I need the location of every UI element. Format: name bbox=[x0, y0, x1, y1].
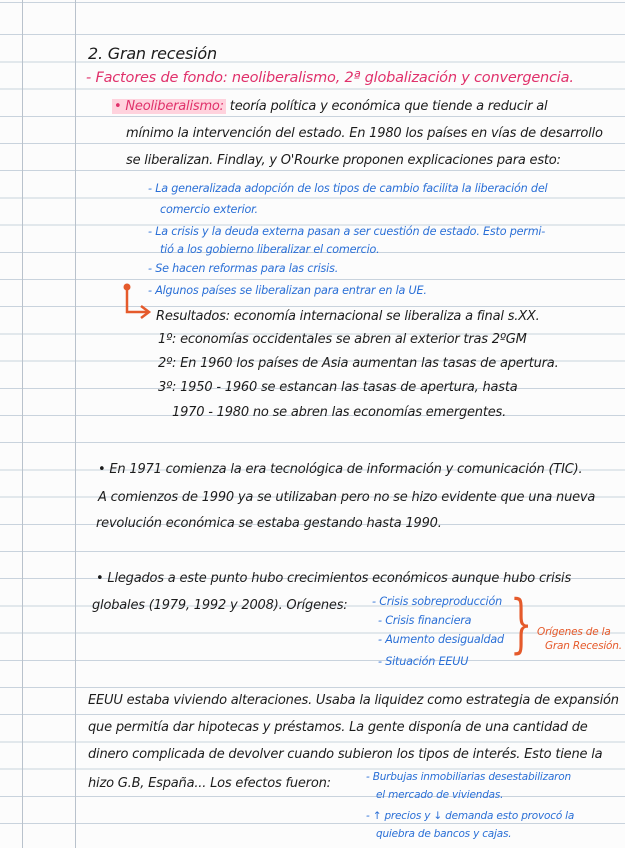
explanation-3: - Se hacen reformas para las crisis. bbox=[148, 262, 339, 275]
results-line-3: 2º: En 1960 los países de Asia aumentan las tasas de apertura. bbox=[158, 356, 559, 371]
crisis-line-1: • Llegados a este punto hubo crecimientos económicos aunque hubo crisis bbox=[96, 571, 572, 586]
factors-heading: - Factores de fondo: neoliberalismo, 2ª globalización y convergencia. bbox=[86, 70, 574, 86]
eeuu-line-3: dinero complicada de devolver cuando subieron los tipos de interés. Esto tiene la bbox=[88, 747, 603, 762]
results-line-1: Resultados: economía internacional se liberaliza a final s.XX. bbox=[156, 309, 540, 324]
neoliberalism-def-3: se liberalizan. Findlay, y O'Rourke proponen explicaciones para esto: bbox=[126, 153, 561, 168]
eeuu-line-4: hizo G.B, España... Los efectos fueron: bbox=[88, 776, 331, 791]
margin-line-right bbox=[75, 0, 76, 848]
results-line-5: 1970 - 1980 no se abren las economías emergentes. bbox=[172, 405, 507, 420]
section-heading: 2. Gran recesión bbox=[88, 44, 217, 63]
origin-item-3: - Aumento desigualdad bbox=[378, 633, 504, 646]
explanation-2b: tió a los gobierno liberalizar el comercio. bbox=[160, 243, 380, 256]
effect-2a: - ↑ precios y ↓ demanda esto provocó la bbox=[366, 810, 575, 822]
neoliberalism-term: • Neoliberalismo: bbox=[114, 99, 224, 114]
origins-brace: } bbox=[510, 587, 533, 661]
neoliberalism-line-1 bbox=[112, 99, 547, 114]
neoliberalism-def-2: mínimo la intervención del estado. En 1980 los países en vías de desarrollo bbox=[126, 126, 603, 141]
origins-label-1: Orígenes de la bbox=[537, 626, 611, 638]
explanation-1a: - La generalizada adopción de los tipos de cambio facilita la liberación del bbox=[148, 182, 548, 195]
origin-item-1: - Crisis sobreproducción bbox=[372, 595, 502, 608]
origins-label-2: Gran Recesión. bbox=[545, 640, 622, 652]
arrow-right-icon bbox=[118, 282, 154, 322]
origin-item-4: - Situación EEUU bbox=[378, 655, 469, 668]
tic-line-2: A comienzos de 1990 ya se utilizaban pero no se hizo evidente que una nueva bbox=[98, 490, 596, 505]
origin-item-2: - Crisis financiera bbox=[378, 614, 472, 627]
results-line-4: 3º: 1950 - 1960 se estancan las tasas de apertura, hasta bbox=[158, 380, 518, 395]
effect-1b: el mercado de viviendas. bbox=[376, 789, 504, 801]
explanation-1b: comercio exterior. bbox=[160, 203, 258, 216]
tic-line-3: revolución económica se estaba gestando hasta 1990. bbox=[96, 516, 442, 531]
eeuu-line-1: EEUU estaba viviendo alteraciones. Usaba la liquidez como estrategia de expansión bbox=[88, 693, 619, 708]
results-line-2: 1º: economías occidentales se abren al exterior tras 2ºGM bbox=[158, 332, 527, 347]
eeuu-line-2: que permitía dar hipotecas y préstamos. La gente disponía de una cantidad de bbox=[88, 720, 588, 735]
neoliberalism-def-1: teoría política y económica que tiende a reducir al bbox=[225, 99, 548, 114]
tic-line-1: • En 1971 comienza la era tecnológica de información y comunicación (TIC). bbox=[98, 462, 583, 477]
explanation-2a: - La crisis y la deuda externa pasan a ser cuestión de estado. Esto permi- bbox=[148, 225, 546, 238]
effect-2b: quiebra de bancos y cajas. bbox=[376, 828, 512, 840]
crisis-line-2: globales (1979, 1992 y 2008). Orígenes: bbox=[92, 598, 348, 613]
margin-line-left bbox=[22, 0, 23, 848]
explanation-4: - Algunos países se liberalizan para entrar en la UE. bbox=[148, 284, 427, 297]
effect-1a: - Burbujas inmobiliarias desestabilizaron bbox=[366, 771, 571, 783]
